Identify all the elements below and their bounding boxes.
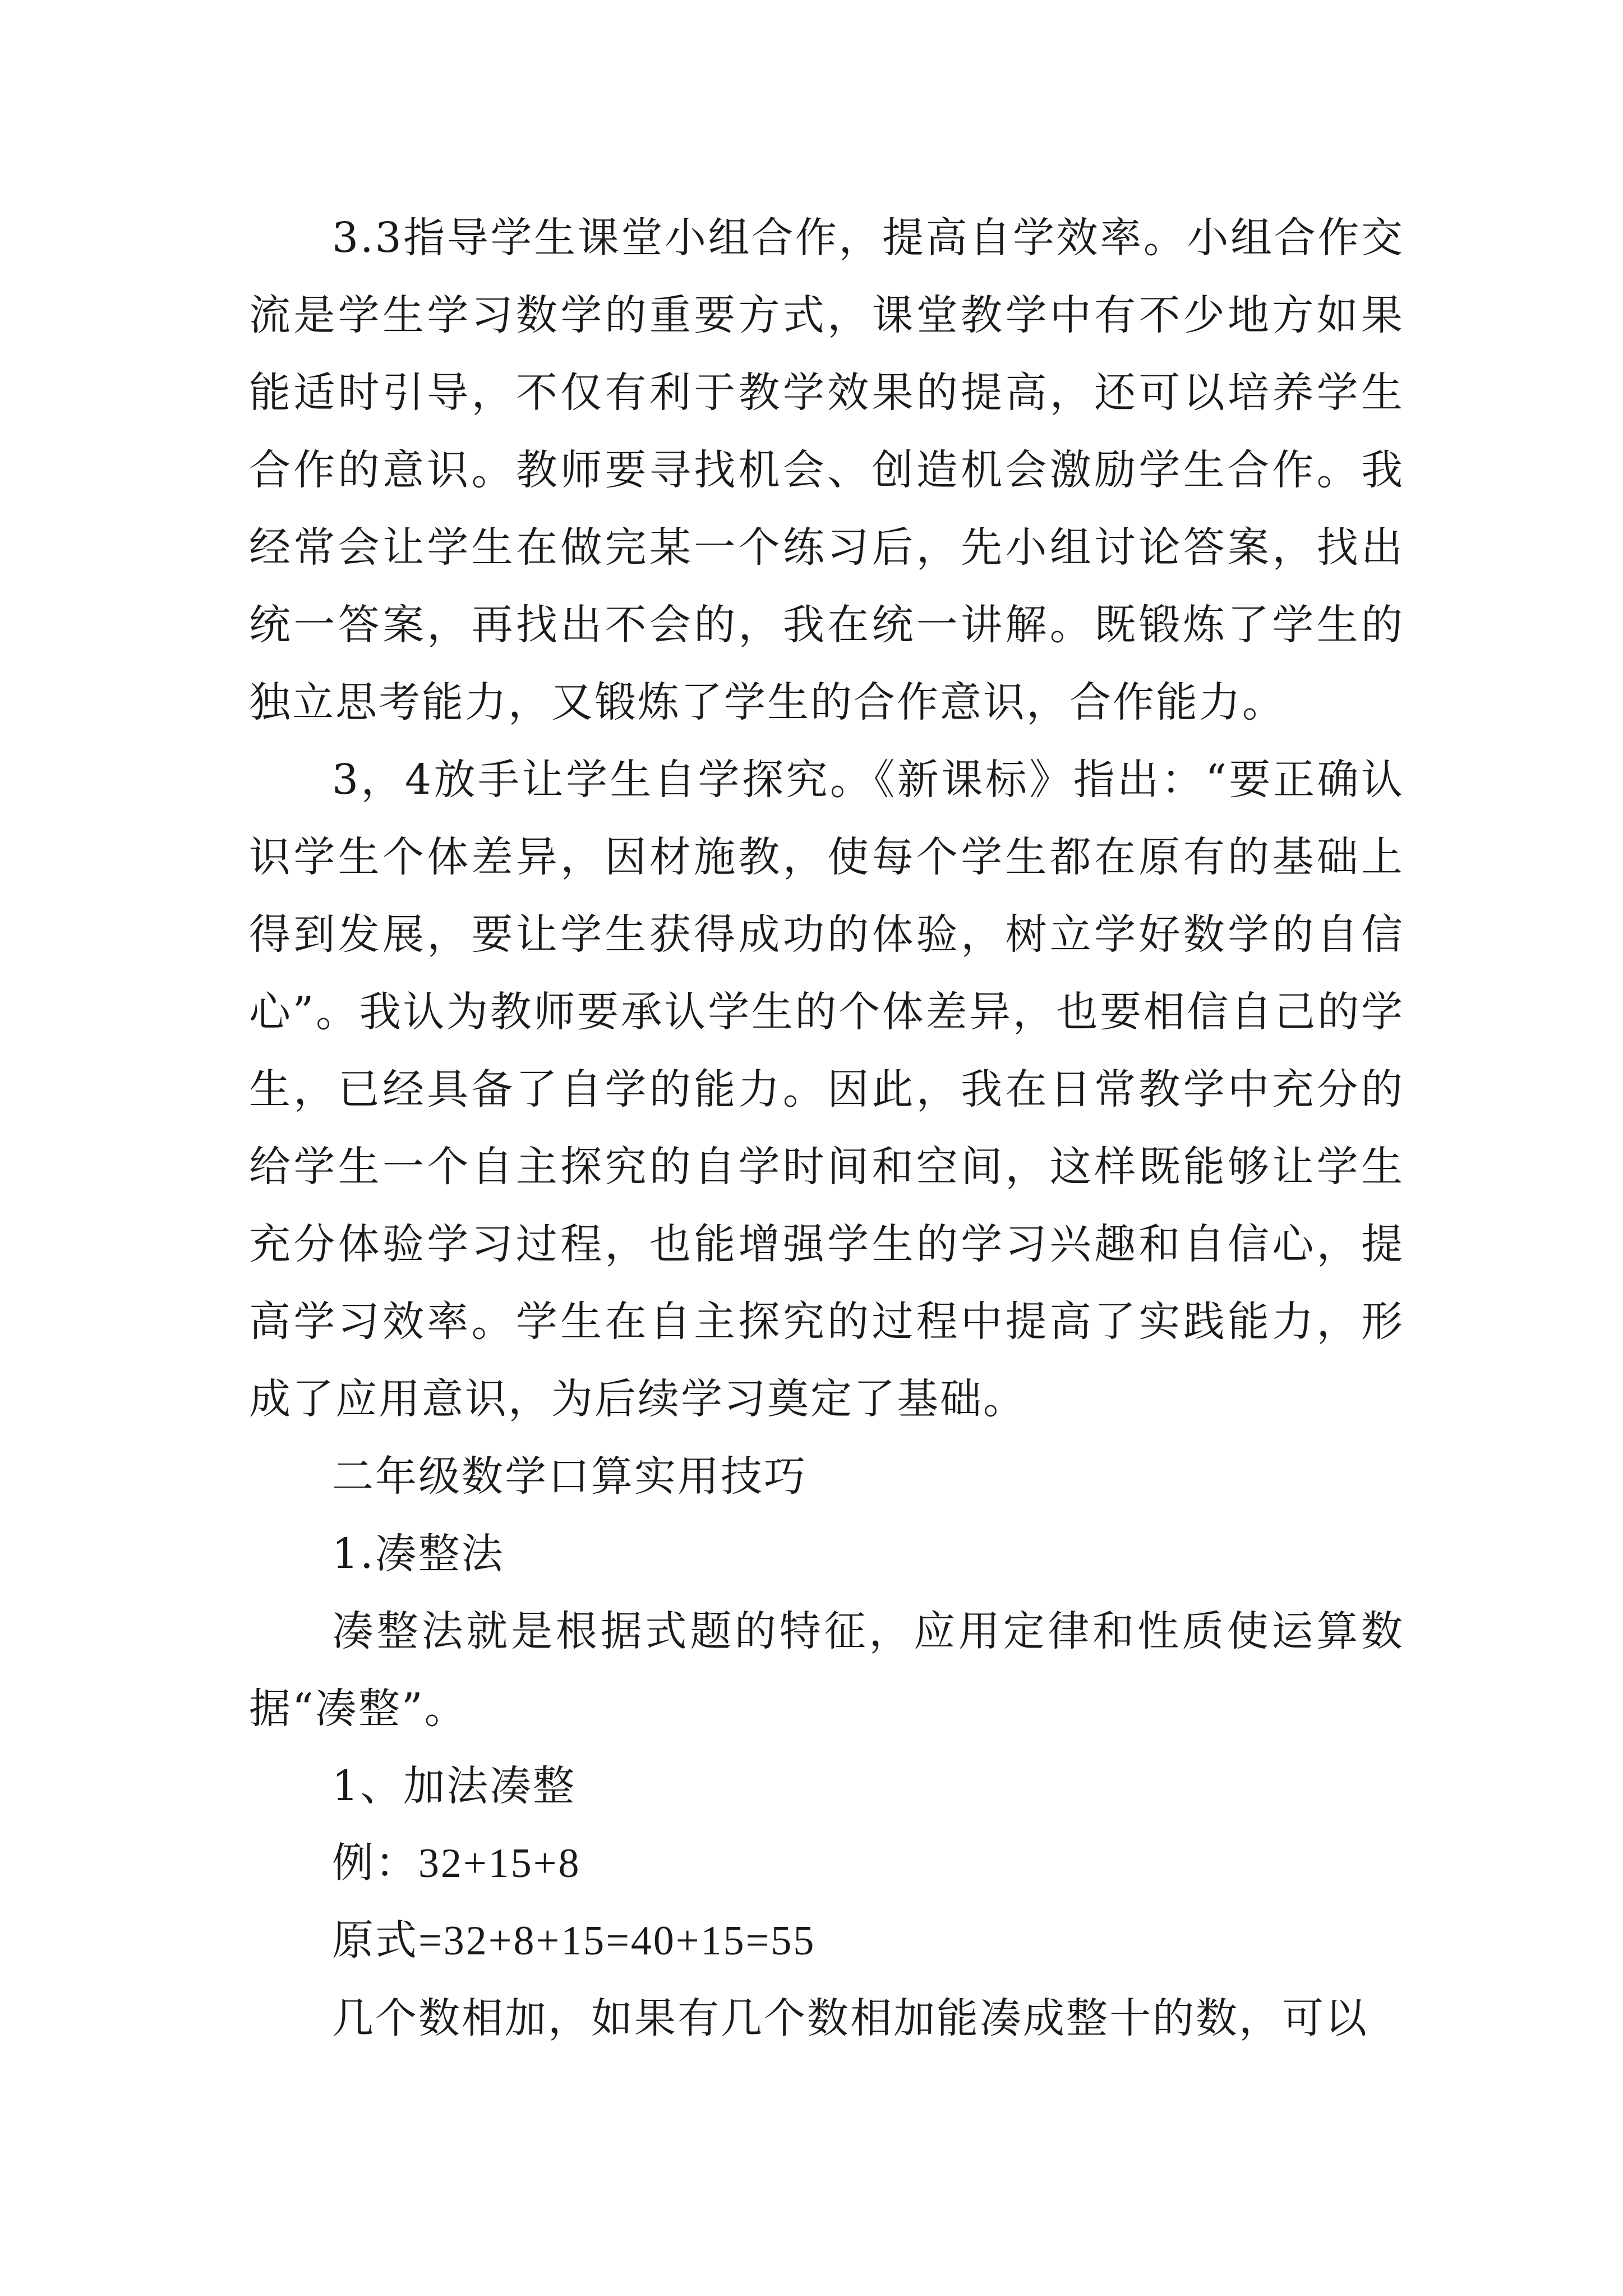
method-heading: 1.凑整法 [332,1530,505,1578]
example-expression: 例：32+15+8 [332,1841,581,1887]
section-title: 二年级数学口算实用技巧 [332,1452,807,1501]
method-description: 凑整法就是根据式题的特征，应用定律和性质使运算数据“凑整”。 [249,1607,1404,1733]
subheading-addition: 1、加法凑整 [332,1762,577,1810]
paragraph-self-study-exploration: 3，4放手让学生自学探究。《新课标》指出：“要正确认识学生个体差异，因材施教，使每个学生都在原有的基础上得到发展，要让学生获得成功的体验，树立学好数学的自信心”。我认为教师要承认学生的个体差异，也要相信自己的学生，已经具备了自学的能力。因此，我在日常教学中充分的给学生一个自主探究的自学时间和空间，这样既能够让学生充分体验学习过程，也能增强学生的学习兴趣和自信心，提高学习效率。学生在自主探究的过程中提高了实践能力，形成了应用意识，为后续学习奠定了基础。 [249,756,1404,1423]
closing-text: 几个数相加，如果有几个数相加能凑成整十的数，可以 [332,1994,1368,2042]
solution-expression: 原式=32+8+15=40+15=55 [332,1918,816,1964]
document-body [249,199,1404,2057]
paragraph-group-cooperation: 3.3指导学生课堂小组合作，提高自学效率。小组合作交流是学生学习数学的重要方式，课堂教学中有不少地方如果能适时引导，不仅有利于教学效果的提高，还可以培养学生合作的意识。教师要寻找机会、创造机会激励学生合作。我经常会让学生在做完某一个练习后，先小组讨论答案，找出统一答案，再找出不会的，我在统一讲解。既锻炼了学生的独立思考能力，又锻炼了学生的合作意识，合作能力。 [249,214,1404,726]
